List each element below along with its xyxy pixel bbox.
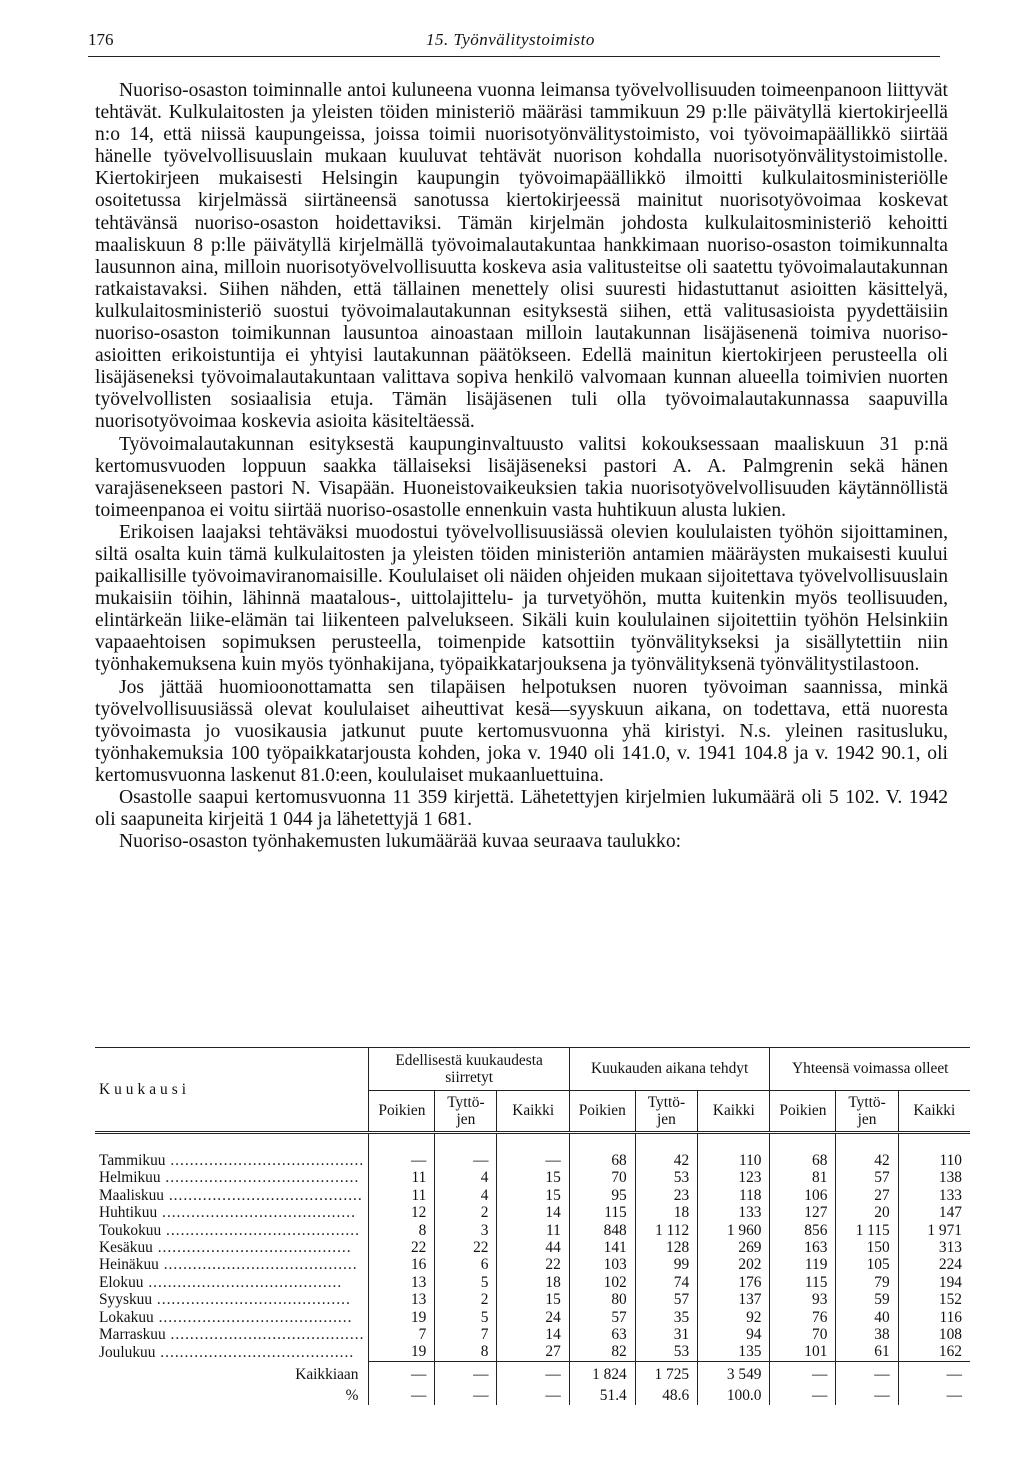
value-cell: 23 [635,1187,697,1204]
value-cell: 74 [635,1274,697,1291]
running-title: 15. Työnvälitystoimisto [426,30,595,49]
value-cell: 59 [836,1291,898,1308]
value-cell: 110 [698,1152,770,1169]
total-value-cell: — [836,1361,898,1383]
value-cell: 162 [938,1343,962,1361]
value-cell: — [497,1152,569,1169]
value-cell: 115 [770,1274,836,1291]
value-cell: 5 [435,1274,497,1291]
value-cell: 94 [698,1326,770,1343]
value-cell: 6 [435,1256,497,1273]
value-cell: 141 [569,1239,635,1256]
value-cell: 108 [938,1326,962,1344]
month-label: Heinäkuu [99,1256,159,1274]
subheader-girls: Tyttö-jen [836,1091,898,1133]
leader-dots: ........................................ [143,1273,343,1291]
value-cell: 18 [635,1204,697,1221]
total-value-cell: — [946,1387,962,1405]
value-cell: 1 112 [635,1222,697,1239]
table-row [95,1274,970,1291]
value-cell: 12 [369,1204,435,1221]
total-label: Kaikkiaan [95,1361,369,1383]
value-cell: 76 [770,1309,836,1326]
value-cell: — [435,1152,497,1169]
value-cell: 80 [569,1291,635,1308]
value-cell: 194 [938,1273,962,1291]
value-cell: 269 [698,1239,770,1256]
value-cell: 101 [770,1343,836,1361]
value-cell: 856 [770,1222,836,1239]
header-rule [88,56,940,57]
value-cell: 848 [569,1222,635,1239]
leader-dots: ........................................ [160,1169,360,1187]
month-cell [95,1152,369,1169]
value-cell: 15 [497,1169,569,1186]
month-cell [95,1222,369,1239]
leader-dots: ........................................ [155,1343,355,1361]
value-cell: 42 [836,1152,898,1169]
month-label: Tammikuu [99,1152,166,1169]
month-label: Lokakuu [99,1308,154,1326]
value-cell: 95 [569,1187,635,1204]
paragraph: Osastolle saapui kertomusvuonna 11 359 kirjettä. Lähetettyjen kirjelmien lukumäärä oli 5 102. V. 1942 oli saapuneita kirjeitä 1 044 ja lähetettyjä 1 681. [95,787,948,831]
total-value-cell: 51.4 [569,1383,635,1404]
total-value-cell: — [770,1383,836,1404]
month-label: Elokuu [99,1273,144,1291]
table-body [95,1133,970,1405]
table-row [95,1326,970,1343]
month-cell [95,1239,369,1256]
value-cell: 14 [497,1204,569,1221]
total-value-cell: — [497,1383,569,1404]
value-cell: 106 [770,1187,836,1204]
value-cell: 4 [435,1187,497,1204]
value-cell: 31 [635,1326,697,1343]
table-row [95,1187,970,1204]
value-cell: 70 [569,1169,635,1186]
table-row [95,1239,970,1256]
body-text [95,80,948,853]
value-cell: 5 [435,1309,497,1326]
month-label: Joulukuu [99,1343,156,1361]
paragraph: Erikoisen laajaksi tehtäväksi muodostui työvelvollisuusiässä olevien koululaisten työhön sijoittaminen, siltä osalta kuin tämä kulkulaitosten ja yleisten töiden ministeriön antamien määräysten mukaisesti kuului paikallisille työvoimaviranomaisille. Koululaiset oli näiden ohjeiden mukaan sijoitettava työvelvollisuuslain mukaisiin töihin, lähinnä maatalous-, uittolajittelu- ja turvetyöhön, mutta kuitenkin myös teollisuuden, elintärkeän liike-elämän tai liikenteen palvelukseen. Sikäli kuin koululainen sijoitettiin työhön Helsinkiin vapaaehtoisen sopimuksen perusteella, toimenpide katsottiin työnvälitykseksi ja sisällytettiin niin työnhakemuksena kuin myös työnhakijana, työpaikkatarjouksena ja työnvälityksenä työnvälitystilastoon. [95,521,948,676]
value-cell: 15 [497,1187,569,1204]
total-value-cell: — [497,1361,569,1383]
value-cell: 57 [836,1169,898,1186]
value-cell: 14 [497,1326,569,1343]
table-row [95,1343,970,1361]
value-cell: 105 [836,1256,898,1273]
value-cell: 81 [770,1169,836,1186]
table-row [95,1152,970,1169]
value-cell: 147 [938,1204,962,1222]
value-cell: 110 [939,1152,962,1169]
leader-dots: ........................................ [161,1221,360,1239]
value-cell: 38 [836,1326,898,1343]
value-cell: 163 [770,1239,836,1256]
value-cell: 1 115 [836,1222,898,1239]
value-cell: 27 [836,1187,898,1204]
value-cell: 202 [698,1256,770,1273]
value-cell: 22 [497,1256,569,1273]
value-cell: 224 [938,1256,962,1274]
value-cell: 135 [698,1343,770,1361]
value-cell: 57 [569,1309,635,1326]
leader-dots: ........................................ [165,1326,365,1344]
table-row [95,1222,970,1239]
table-row [95,1309,970,1326]
total-value-cell: — [836,1383,898,1404]
total-value-cell: — [369,1361,435,1383]
value-cell: 2 [435,1204,497,1221]
value-cell: 13 [369,1291,435,1308]
month-label: Huhtikuu [99,1204,158,1222]
month-cell [95,1343,369,1361]
value-cell: 1 960 [698,1222,770,1239]
job-applications-table [95,1047,970,1405]
leader-dots: ........................................ [163,1186,363,1204]
value-cell: 35 [635,1309,697,1326]
value-cell: 11 [497,1222,569,1239]
value-cell: 68 [569,1152,635,1169]
page-header [88,30,938,58]
month-label: Maaliskuu [99,1186,164,1204]
month-column-header: Kuukausi [95,1048,369,1133]
value-cell: 92 [698,1309,770,1326]
value-cell: 102 [569,1274,635,1291]
value-cell: 176 [698,1274,770,1291]
value-cell: 119 [770,1256,836,1273]
subheader-boys: Poikien [770,1091,836,1133]
value-cell: 11 [369,1169,435,1186]
value-cell: 8 [435,1343,497,1361]
value-cell: 8 [369,1222,435,1239]
value-cell: — [369,1152,435,1169]
paragraph: Jos jättää huomioonottamatta sen tilapäisen helpotuksen nuoren työvoiman saannissa, minkä työvelvollisuusiässä olevat koululaiset aiheuttivat kesä—syyskuun aikana, on todettava, että nuoresta työvoimasta jo vuosikausia jatkunut puute kertomusvuonna yhä kiristyi. N.s. yleinen rasitusluku, työnhakemuksia 100 työpaikkatarjousta kohden, joka v. 1940 oli 141.0, v. 1941 104.8 ja v. 1942 90.1, oli kertomusvuonna laskenut 81.0:een, koululaiset mukaanluettuina. [95,676,948,786]
group-header-transferred: Edellisestä kuukaudesta siirretyt [369,1048,569,1091]
table-row [95,1169,970,1186]
month-cell [95,1274,369,1291]
value-cell: 61 [836,1343,898,1361]
group-header-during-month: Kuukauden aikana tehdyt [569,1048,770,1091]
value-cell: 20 [836,1204,898,1221]
value-cell: 22 [369,1239,435,1256]
value-cell: 13 [369,1274,435,1291]
value-cell: 15 [497,1291,569,1308]
month-cell [95,1256,369,1273]
value-cell: 7 [369,1326,435,1343]
group-header-total-valid: Yhteensä voimassa olleet [770,1048,970,1091]
subheader-boys: Poikien [569,1091,635,1133]
value-cell: 7 [435,1326,497,1343]
value-cell: 53 [635,1343,697,1361]
value-cell: 42 [635,1152,697,1169]
value-cell: 115 [569,1204,635,1221]
value-cell: 103 [569,1256,635,1273]
month-cell [95,1187,369,1204]
leader-dots: ........................................ [158,1256,358,1274]
value-cell: 63 [569,1326,635,1343]
value-cell: 150 [836,1239,898,1256]
total-value-cell: — [435,1383,497,1404]
value-cell: 133 [938,1186,962,1204]
month-cell [95,1291,369,1308]
value-cell: 68 [770,1152,836,1169]
value-cell: 40 [836,1309,898,1326]
value-cell: 70 [770,1326,836,1343]
value-cell: 123 [698,1169,770,1186]
value-cell: 82 [569,1343,635,1361]
value-cell: 137 [698,1291,770,1308]
value-cell: 53 [635,1169,697,1186]
paragraph: Työvoimalautakunnan esityksestä kaupunginvaltuusto valitsi kokouksessaan maaliskuun 31 p:nä kertomusvuoden loppuun saakka tällaiseksi lisäjäseneksi pastori A. A. Palmgrenin sekä hänen varajäsenekseen pastori N. Visapään. Huoneistovaikeuksien takia nuorisotyövelvollisuuden käytännöllistä toimeenpanoa ei voitu siirtää nuoriso-osastolle ennenkuin vasta huhtikuun alusta lukien. [95,433,948,521]
value-cell: 152 [938,1291,962,1309]
subheader-girls: Tyttö-jen [435,1091,497,1133]
value-cell: 19 [369,1343,435,1361]
value-cell: 128 [635,1239,697,1256]
month-cell [95,1309,369,1326]
total-value-cell: 48.6 [635,1383,697,1404]
value-cell: 313 [938,1239,962,1257]
value-cell: 99 [635,1256,697,1273]
paragraph: Nuoriso-osaston toiminnalle antoi kuluneena vuonna leimansa työvelvollisuuden toimeenpanoon liittyvät tehtävät. Kulkulaitosten ja yleisten töiden ministeriö määräsi tammikuun 29 p:lle päivätyllä kiertokirjeellä n:o 14, että niissä kaupungeissa, joissa toimii nuorisotyönvälitystoimisto, voi työvoimapäällikkö siirtää hänelle työvelvollisuuslain mukaan kuuluvat tehtävät nuorison kohdalla nuorisotyönvälitystoimistolle. Kiertokirjeen mukaisesti Helsingin kaupungin työvoimapäällikkö ilmoitti kulkulaitosministeriölle osoitetussa kirjelmässä siirtäneensä sanotussa kiertokirjeessä mainitut nuorisotyövoimaa koskevat tehtävänsä nuoriso-osaston hoidettaviksi. Tämän kirjelmän johdosta kulkulaitosministeriö kehoitti maaliskuun 8 p:lle päivätyllä kirjelmällä työvoimalautakuntaa hankkimaan nuoriso-osaston toimikunnalta lausunnon aina, milloin nuorisotyövelvollisuutta koskeva asia valitusteitse oli saatettu työvoimalautakunnan ratkaistavaksi. Siihen nähden, että tällainen menettely olisi suuresti hidastuttanut asioitten käsittelyä, kulkulaitosministeriö suostui työvoimalautakunnan esityksestä siihen, että valitusasioista pyydettäisiin nuoriso-osaston toimikunnan lausuntoa ainoastaan milloin lautakunnan lisäjäsenenä toimiva nuoriso-asioitten erikoistuntija ei yhtyisi lautakunnan päätökseen. Edellä mainitun kiertokirjeen perusteella oli lisäjäseneksi työvoimalautakuntaan valittava sopiva henkilö valvomaan kunnan alueella toimivien nuorten työvelvollisten sosiaalisia etuja. Tämän lisäjäsenen tuli olla työvoimalautakunnassa saapuvilla nuorisotyövoimaa koskevia asioita käsiteltäessä. [95,80,948,433]
subheader-boys: Poikien [369,1091,435,1133]
month-cell [95,1326,369,1343]
month-cell [95,1169,369,1186]
value-cell: 133 [698,1204,770,1221]
value-cell: 27 [497,1343,569,1361]
month-cell [95,1204,369,1221]
value-cell: 118 [698,1187,770,1204]
value-cell: 24 [497,1309,569,1326]
value-cell: 19 [369,1309,435,1326]
table-row [95,1204,970,1221]
total-value-cell: — [898,1361,970,1383]
value-cell: 138 [938,1169,962,1187]
value-cell: 44 [497,1239,569,1256]
page-number: 176 [88,30,114,49]
leader-dots: ........................................ [157,1204,356,1222]
total-row [95,1361,970,1383]
value-cell: 4 [435,1169,497,1186]
month-label: Kesäkuu [99,1239,153,1257]
total-value-cell: — [369,1383,435,1404]
leader-dots: ........................................ [153,1308,353,1326]
value-cell: 16 [369,1256,435,1273]
value-cell: 93 [770,1291,836,1308]
value-cell: 3 [435,1222,497,1239]
total-value-cell: — [435,1361,497,1383]
subheader-girls: Tyttö-jen [635,1091,697,1133]
subheader-all: Kaikki [698,1091,770,1133]
value-cell: 127 [770,1204,836,1221]
value-cell: 18 [497,1274,569,1291]
month-label: Marraskuu [99,1326,166,1344]
value-cell: 57 [635,1291,697,1308]
total-value-cell: 1 824 [569,1361,635,1383]
month-label: Helmikuu [99,1169,161,1187]
leader-dots: ........................................ [152,1291,351,1309]
value-cell: 116 [939,1308,962,1326]
value-cell: 2 [435,1291,497,1308]
total-row [95,1383,970,1404]
leader-dots: ........................................ [165,1152,365,1169]
month-label: Toukokuu [99,1221,162,1239]
value-cell: 22 [435,1239,497,1256]
month-label: Syyskuu [99,1291,153,1309]
total-label: % [95,1383,369,1404]
value-cell: 79 [836,1274,898,1291]
table-row [95,1291,970,1308]
value-cell: 1 971 [927,1221,962,1239]
value-cell: 11 [369,1187,435,1204]
subheader-all: Kaikki [497,1091,569,1133]
total-value-cell: 100.0 [698,1383,770,1404]
table-row [95,1256,970,1273]
total-value-cell: — [770,1361,836,1383]
leader-dots: ........................................ [152,1239,352,1257]
total-value-cell: 3 549 [698,1361,770,1383]
subheader-all: Kaikki [898,1091,970,1133]
total-value-cell: 1 725 [635,1361,697,1383]
paragraph: Nuoriso-osaston työnhakemusten lukumäärää kuvaa seuraava taulukko: [119,831,682,853]
